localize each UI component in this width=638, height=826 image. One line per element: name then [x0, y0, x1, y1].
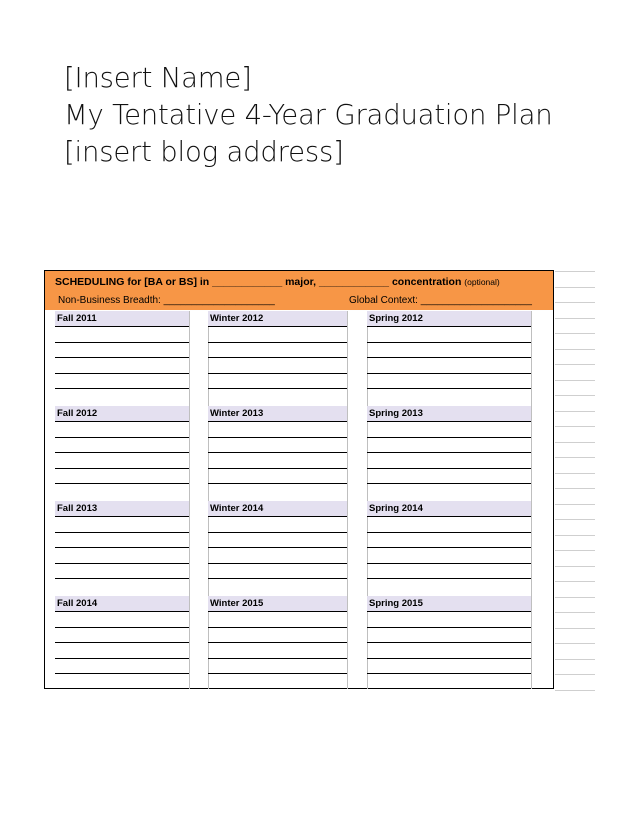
course-entry-line — [367, 658, 531, 659]
course-entry-line — [55, 468, 189, 469]
course-entry-line — [367, 532, 531, 533]
course-entry-line — [55, 563, 189, 564]
course-entry-line — [208, 468, 347, 469]
course-entry-line — [208, 642, 347, 643]
course-entry-line — [55, 452, 189, 453]
term-label: Spring 2014 — [369, 503, 423, 514]
course-entry-line — [208, 547, 347, 548]
course-entry-line — [55, 658, 189, 659]
course-entry-line — [367, 627, 531, 628]
term-label: Spring 2015 — [369, 598, 423, 609]
course-entry-line — [55, 373, 189, 374]
background-gridline — [555, 550, 595, 551]
background-gridline — [555, 504, 595, 505]
course-entry-line — [208, 421, 347, 422]
course-entry-line — [367, 611, 531, 612]
term-label: Spring 2013 — [369, 408, 423, 419]
background-gridline — [555, 271, 595, 272]
course-entry-line — [55, 342, 189, 343]
course-entry-line — [208, 373, 347, 374]
course-entry-line — [208, 388, 347, 389]
scheduling-table — [44, 270, 554, 689]
course-entry-line — [55, 627, 189, 628]
background-gridline — [555, 566, 595, 567]
background-gridline — [555, 674, 595, 675]
background-gridline — [555, 473, 595, 474]
course-entry-line — [367, 563, 531, 564]
course-entry-line — [208, 452, 347, 453]
plan-title: My Tentative 4-Year Graduation Plan — [64, 99, 553, 131]
background-gridline — [555, 519, 595, 520]
course-entry-line — [55, 547, 189, 548]
course-entry-line — [55, 578, 189, 579]
term-label: Fall 2012 — [57, 408, 98, 419]
spreadsheet-gridlines — [555, 271, 595, 691]
term-label: Fall 2011 — [57, 313, 97, 324]
column-divider — [189, 311, 190, 689]
background-gridline — [555, 535, 595, 536]
scheduling-header — [45, 271, 553, 310]
background-gridline — [555, 318, 595, 319]
background-gridline — [555, 380, 595, 381]
scheduling-title-text: SCHEDULING for [BA or BS] in ____________ major, ____________ concentration — [55, 276, 465, 288]
background-gridline — [555, 287, 595, 288]
course-entry-line — [367, 421, 531, 422]
term-label: Winter 2013 — [210, 408, 264, 419]
term-label: Winter 2015 — [210, 598, 264, 609]
optional-note: (optional) — [464, 277, 500, 287]
background-gridline — [555, 628, 595, 629]
course-entry-line — [208, 673, 347, 674]
background-gridline — [555, 395, 595, 396]
background-gridline — [555, 333, 595, 334]
course-entry-line — [55, 673, 189, 674]
background-gridline — [555, 302, 595, 303]
term-label: Fall 2013 — [57, 503, 98, 514]
background-gridline — [555, 349, 595, 350]
course-entry-line — [208, 578, 347, 579]
course-entry-line — [55, 437, 189, 438]
scheduling-title — [55, 276, 500, 288]
term-label: Fall 2014 — [57, 598, 98, 609]
background-gridline — [555, 612, 595, 613]
course-entry-line — [367, 388, 531, 389]
course-entry-line — [367, 373, 531, 374]
course-entry-line — [367, 547, 531, 548]
background-gridline — [555, 411, 595, 412]
course-entry-line — [55, 421, 189, 422]
background-gridline — [555, 690, 595, 691]
course-entry-line — [208, 483, 347, 484]
column-divider — [347, 311, 348, 689]
course-entry-line — [367, 468, 531, 469]
global-context — [349, 295, 532, 306]
course-entry-line — [208, 627, 347, 628]
background-gridline — [555, 457, 595, 458]
course-entry-line — [367, 437, 531, 438]
term-label: Spring 2012 — [369, 313, 423, 324]
column-divider — [208, 311, 209, 689]
course-entry-line — [208, 532, 347, 533]
course-entry-line — [55, 388, 189, 389]
course-entry-line — [55, 483, 189, 484]
background-gridline — [555, 643, 595, 644]
course-entry-line — [367, 483, 531, 484]
course-entry-line — [208, 563, 347, 564]
background-gridline — [555, 488, 595, 489]
course-entry-line — [367, 326, 531, 327]
blog-address-placeholder: [insert blog address] — [64, 136, 344, 168]
course-entry-line — [208, 326, 347, 327]
background-gridline — [555, 597, 595, 598]
course-entry-line — [208, 357, 347, 358]
background-gridline — [555, 659, 595, 660]
global-context-text: Global Context: ____________________ — [349, 295, 532, 306]
background-gridline — [555, 442, 595, 443]
course-entry-line — [55, 532, 189, 533]
background-gridline — [555, 426, 595, 427]
non-business-breadth — [58, 295, 275, 306]
non-business-breadth-text: Non-Business Breadth: ____________________ — [58, 295, 275, 306]
column-divider — [367, 311, 368, 689]
course-entry-line — [55, 516, 189, 517]
course-entry-line — [367, 452, 531, 453]
course-entry-line — [208, 516, 347, 517]
course-entry-line — [208, 342, 347, 343]
course-entry-line — [367, 342, 531, 343]
course-entry-line — [208, 611, 347, 612]
course-entry-line — [367, 516, 531, 517]
term-label: Winter 2012 — [210, 313, 264, 324]
course-entry-line — [367, 357, 531, 358]
document-title — [64, 60, 552, 171]
course-entry-line — [367, 673, 531, 674]
course-entry-line — [55, 326, 189, 327]
course-entry-line — [367, 642, 531, 643]
term-label: Winter 2014 — [210, 503, 264, 514]
course-entry-line — [208, 658, 347, 659]
course-entry-line — [367, 578, 531, 579]
student-name-placeholder: [Insert Name] — [64, 62, 252, 94]
course-entry-line — [55, 642, 189, 643]
column-divider — [531, 311, 532, 689]
course-entry-line — [55, 611, 189, 612]
background-gridline — [555, 581, 595, 582]
course-entry-line — [208, 437, 347, 438]
course-entry-line — [55, 357, 189, 358]
background-gridline — [555, 364, 595, 365]
